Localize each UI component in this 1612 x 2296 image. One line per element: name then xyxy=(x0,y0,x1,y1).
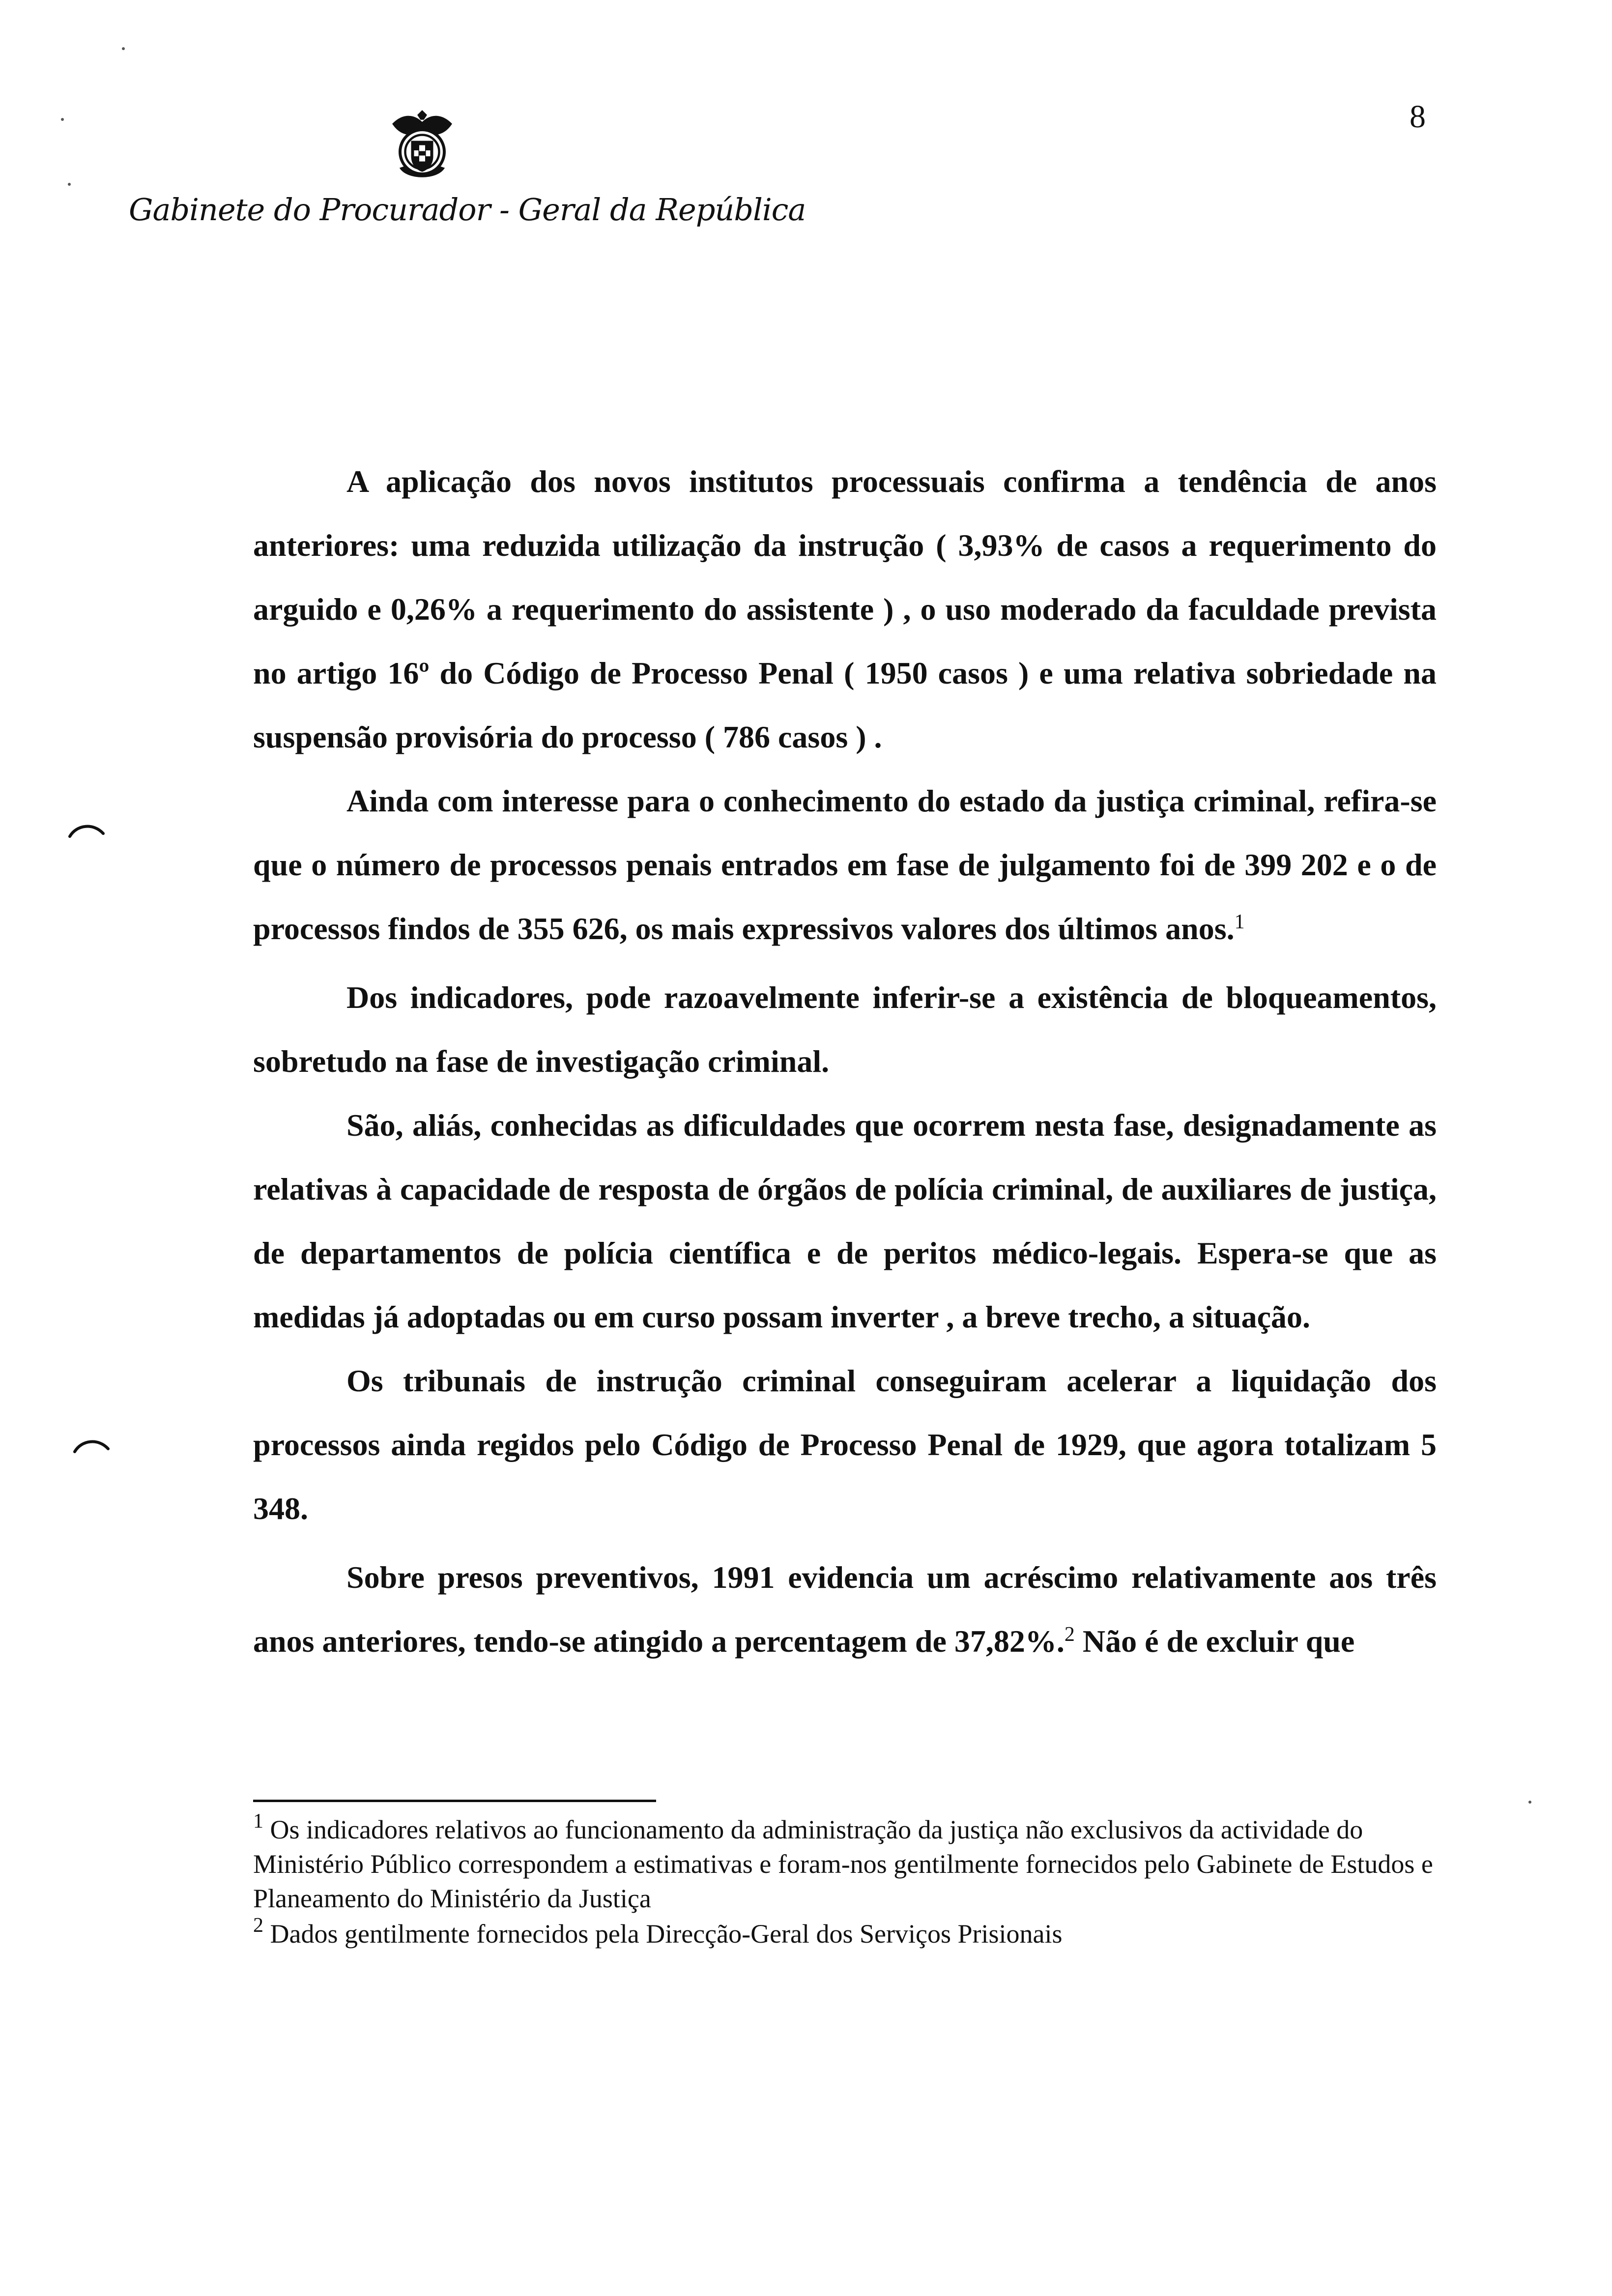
footnote-reference: 2 xyxy=(1064,1623,1075,1646)
footnote-divider xyxy=(253,1800,656,1802)
binder-hole-mark-icon xyxy=(73,1437,110,1454)
footnotes xyxy=(253,1812,1437,1952)
footnote-marker: 2 xyxy=(253,1914,263,1937)
scan-speck xyxy=(1528,1801,1531,1804)
footnote-text: Os indicadores relativos ao funcionamento da administração da justiça não exclusivos da actividade do Ministério Público correspondem a estimativas e foram-nos gentilmente fornecidos pelo Gabinete de Estudos e Planeamento do Ministério da Justiça xyxy=(253,1815,1433,1913)
footnote xyxy=(253,1914,1437,1951)
body-text xyxy=(253,450,1437,1673)
binder-hole-mark-icon xyxy=(68,822,105,838)
footnote-text: Dados gentilmente fornecidos pela Direcção-Geral dos Serviços Prisionais xyxy=(263,1919,1063,1949)
paragraph-text-continued: Não é de excluir que xyxy=(1074,1624,1355,1659)
paragraph-text: Dos indicadores, pode razoavelmente inferir-se a existência de bloqueamentos, sobretudo na fase de investigação criminal. xyxy=(253,980,1437,1079)
footnote xyxy=(253,1812,1437,1916)
paragraph xyxy=(253,1093,1437,1349)
footnote-reference: 1 xyxy=(1234,911,1245,933)
scan-speck xyxy=(61,118,64,121)
paragraph-text: Os tribunais de instrução criminal conseguiram acelerar a liquidação dos processos ainda regidos pelo Código de Processo Penal de 1929, que agora totalizam 5 348. xyxy=(253,1363,1437,1526)
paragraph-text: Sobre presos preventivos, 1991 evidencia um acréscimo relativamente aos três anos anteriores, tendo-se atingido a percentagem de 37,82%. xyxy=(253,1560,1437,1659)
letterhead-title: Gabinete do Procurador - Geral da República xyxy=(129,192,806,228)
paragraph xyxy=(253,769,1437,961)
paragraph xyxy=(253,1546,1437,1673)
paragraph xyxy=(253,1349,1437,1541)
page-number: 8 xyxy=(1410,99,1426,135)
paragraph xyxy=(253,450,1437,769)
scan-speck xyxy=(122,47,125,50)
portuguese-coat-of-arms-icon xyxy=(385,109,459,183)
scan-speck xyxy=(68,183,71,186)
paragraph xyxy=(253,966,1437,1093)
paragraph-text: Ainda com interesse para o conhecimento do estado da justiça criminal, refira-se que o número de processos penais entrados em fase de julgamento foi de 399 202 e o de processos findos de 355 626, os mais expressivos valores dos últimos anos. xyxy=(253,783,1437,946)
paragraph-text: São, aliás, conhecidas as dificuldades que ocorrem nesta fase, designadamente as relativas à capacidade de resposta de órgãos de polícia criminal, de auxiliares de justiça, de departamentos de polícia científica e de peritos médico-legais. Espera-se que as medidas já adoptadas ou em curso possam inverter , a breve trecho, a situação. xyxy=(253,1108,1437,1334)
footnote-marker: 1 xyxy=(253,1810,263,1833)
paragraph-text: A aplicação dos novos institutos processuais confirma a tendência de anos anteriores: uma reduzida utilização da instrução ( 3,93% de casos a requerimento do arguido e 0,26% a requerimento do assistente ) , o uso moderado da faculdade prevista no artigo 16º do Código de Processo Penal ( 1950 casos ) e uma relativa sobriedade na suspensão provisória do processo ( 786 casos ) . xyxy=(253,464,1437,754)
